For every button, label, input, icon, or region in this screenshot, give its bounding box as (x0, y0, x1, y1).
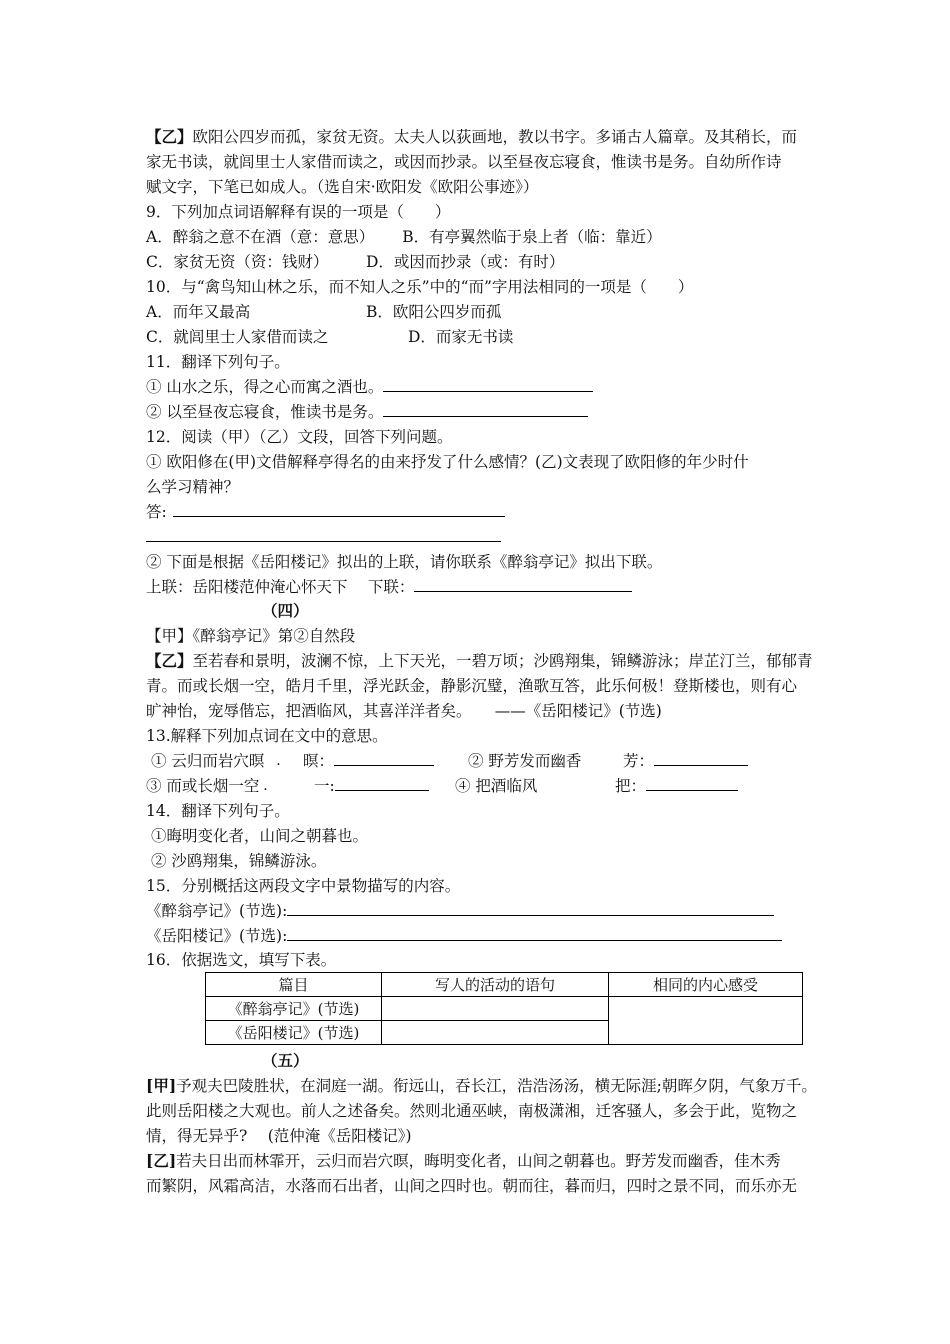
emphasis-dot (373, 883, 374, 884)
q12-stem: 12．阅读（甲）（乙）文段，回答下列问题。 (146, 428, 453, 446)
yi-label: 【乙】 (146, 127, 193, 146)
q11-sentence-1: ① 山水之乐，得之心而寓之酒也。 (146, 377, 593, 397)
q12-part2: ② 下面是根据《岳阳楼记》拟出的上联，请你联系《醉翁亭记》拟出下联。 (146, 553, 663, 571)
q12-couplet-answer-line[interactable] (414, 577, 632, 592)
yi-passage-line-1: 【乙】欧阳公四岁而孤，家贫无资。太夫人以荻画地，教以书字。多诵古人篇章。及其稍长，而 (146, 127, 798, 146)
q12-part1-line-2: 么学习精神？ (146, 478, 240, 496)
q14-stem: 14．翻译下列句子。 (146, 802, 290, 820)
q13-answer-line-4[interactable] (646, 776, 738, 791)
section5-jia-line-2: 此则岳阳楼之大观也。前人之述备矣。然则北通巫峡，南极潇湘，迁客骚人，多会于此，览物之 (146, 1102, 798, 1120)
yi-passage-line-2: 家无书读，就闾里士人家借而读之，或因而抄录。以至昼夜忘寝食，惟读书是务。自幼所作诗 (146, 153, 782, 171)
q15-line-1: 《醉翁亭记》(节选): (146, 901, 774, 921)
emphasis-dot (492, 783, 493, 784)
section5-yi-line-2: 而繁阴，风霜高洁，水落而石出者，山间之四时也。朝而往，暮而归，四时之景不同，而乐亦无 (146, 1177, 798, 1195)
q15-stem: 15．分别概括这两段文字中景物描写的内容。 (146, 877, 461, 895)
table-cell: 《岳阳楼记》(节选) (206, 1021, 382, 1045)
section4-title: （四） (262, 601, 309, 620)
q14-sentence-1: ①晦明变化者，山间之朝暮也。 (151, 827, 369, 845)
q9-stem: 9．下列加点词语解释有误的一项是（ ） (146, 203, 451, 221)
section5-jia-line-3: 情，得无异乎? (范仲淹《岳阳楼记》) (146, 1127, 412, 1145)
q12-part1-line-1: ① 欧阳修在(甲)文借解释亭得名的由来抒发了什么感情？(乙)文表现了欧阳修的年少时什 (146, 453, 749, 471)
emphasis-dot (341, 883, 342, 884)
q16-stem: 16．依据选文，填写下表。 (146, 951, 337, 969)
section4-jia: 【甲】《醉翁亭记》第②自然段 (146, 627, 356, 645)
table-header-cell: 相同的内心感受 (609, 973, 803, 997)
q16-table (205, 972, 803, 1045)
table-header-cell: 写人的活动的语句 (382, 973, 609, 997)
section4-yi-line-2: 青。而或长烟一空，皓月千里，浮光跃金，静影沉璧，渔歌互答，此乐何极！登斯楼也，则有心 (146, 677, 798, 695)
q12-couplet: 上联：岳阳楼范仲淹心怀天下 下联： (146, 577, 632, 597)
emphasis-dot (357, 883, 358, 884)
emphasis-dot (278, 758, 279, 759)
q13-item-2: ② 野芳发而幽香 芳： (468, 751, 748, 771)
section4-yi-line-1: 【乙】至若春和景明，波澜不惊，上下天光，一碧万顷；沙鸥翔集，锦鳞游泳；岸芷汀兰，郁郁青 (146, 651, 813, 670)
q9-options-ab: A．醉翁之意不在酒（意：意思） B．有亭翼然临于泉上者（临：靠近） (146, 228, 662, 246)
q15-answer-line-1[interactable] (287, 901, 774, 916)
q11-answer-line-2[interactable] (383, 402, 588, 417)
table-header-row (206, 973, 803, 997)
section5-jia-line-1: [甲]予观夫巴陵胜状，在洞庭一湖。衔远山，吞长江，浩浩汤汤，横无际涯;朝晖夕阴，气象万千。 (146, 1076, 817, 1095)
q12-answer-line-2[interactable] (146, 527, 501, 542)
section4-yi-line-3: 旷神怡，宠辱偕忘，把酒临风，其喜洋洋者矣。 ——《岳阳楼记》(节选) (146, 702, 662, 720)
q9-options-cd: C．家贫无资（资：钱财） D．或因而抄录（或：有时） (146, 253, 565, 271)
table-answer-cell[interactable] (609, 997, 803, 1045)
q12-answer-line-1[interactable] (173, 502, 505, 517)
emphasis-dot (265, 783, 266, 784)
q13-answer-line-2[interactable] (654, 751, 748, 766)
q13-stem: 13.解释下列加点词在文中的意思。 (146, 727, 388, 745)
q10-stem: 10．与“禽鸟知山林之乐，而不知人之乐”中的“而”字用法相同的一项是（ ） (146, 278, 694, 296)
q15-answer-line-2[interactable] (287, 926, 782, 941)
q12-answer-line-2-wrap (146, 527, 501, 547)
q13-answer-line-1[interactable] (334, 751, 434, 766)
q13-answer-line-3[interactable] (335, 776, 429, 791)
table-cell: 《醉翁亭记》(节选) (206, 997, 382, 1021)
section5-yi-line-1: [乙]若夫日出而林霏开，云归而岩穴暝，晦明变化者，山间之朝暮也。野芳发而幽香，佳木秀 (146, 1151, 781, 1170)
q11-answer-line-1[interactable] (383, 377, 593, 392)
section5-title: （五） (262, 1051, 309, 1070)
q11-sentence-2: ② 以至昼夜忘寝食，惟读书是务。 (146, 402, 588, 422)
table-row (206, 997, 803, 1021)
q13-item-1: ① 云归而岩穴暝 暝： (151, 751, 434, 771)
q13-item-4: ④ 把酒临风 把： (455, 776, 738, 796)
emphasis-dot (389, 883, 390, 884)
table-answer-cell[interactable] (382, 997, 609, 1021)
q10-options-cd: C．就闾里士人家借而读之 D．而家无书读 (146, 328, 514, 346)
q11-stem: 11．翻译下列句子。 (146, 353, 290, 371)
yi-passage-line-3: 赋文字，下笔已如成人。（选自宋·欧阳发《欧阳公事迹》） (146, 178, 539, 196)
table-answer-cell[interactable] (382, 1021, 609, 1045)
q15-line-2: 《岳阳楼记》(节选): (146, 926, 782, 946)
q12-answer: 答: (146, 502, 505, 522)
q10-options-ab: A．而年又最高 B．欧阳公四岁而孤 (146, 303, 502, 321)
q14-sentence-2: ② 沙鸥翔集，锦鳞游泳。 (151, 852, 327, 870)
table-header-cell: 篇目 (206, 973, 382, 997)
q13-item-3: ③ 而或长烟一空 一: (146, 776, 429, 796)
